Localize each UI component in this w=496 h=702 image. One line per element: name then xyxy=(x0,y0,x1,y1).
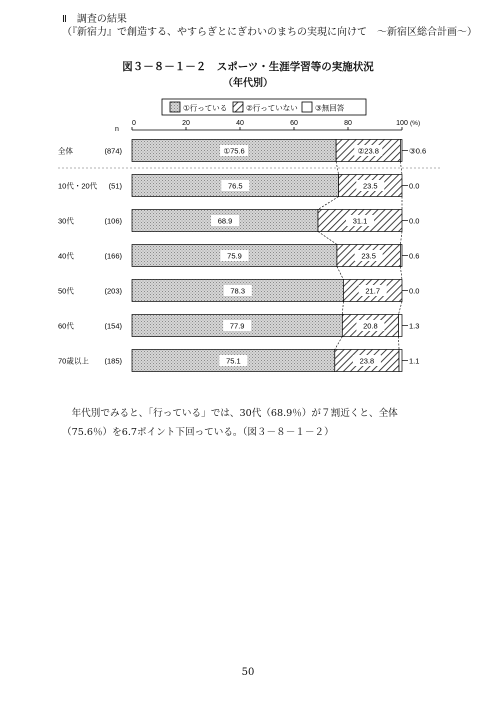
value-label-3: ③0.6 xyxy=(409,146,427,156)
legend-label-1: ①行っている xyxy=(183,103,228,113)
bar-segment-3 xyxy=(399,350,402,372)
body-text xyxy=(62,404,442,442)
connector-line xyxy=(400,267,402,280)
legend-label-2: ②行っていない xyxy=(246,103,298,113)
bars xyxy=(58,140,440,372)
value-label-1: 68.9 xyxy=(217,216,233,226)
document-subtitle: （『新宿力』で創造する、やすらぎとにぎわいのまちの実現に向けて ～新宿区総合計画～） xyxy=(62,27,477,38)
value-label-2: 23.8 xyxy=(359,356,375,366)
n-value: (51) xyxy=(108,181,122,191)
n-label: n xyxy=(115,126,119,133)
value-label-2: 23.5 xyxy=(362,181,378,191)
x-tick-label: 0 xyxy=(132,120,136,127)
chart-title: 図３－８－１－２ スポーツ・生涯学習等の実施状況 xyxy=(122,61,374,73)
bar-segment-3 xyxy=(400,140,402,162)
connector-line xyxy=(342,302,343,315)
n-value: (166) xyxy=(104,251,122,261)
value-label-1: 75.9 xyxy=(227,251,242,261)
x-tick-label: 40 xyxy=(236,120,244,127)
x-tick-label: 20 xyxy=(182,120,190,127)
value-label-2: 31.1 xyxy=(352,216,368,226)
value-label-1: 75.1 xyxy=(226,356,241,366)
connector-line xyxy=(337,267,343,280)
value-label-3: 0.0 xyxy=(409,286,420,296)
value-label-2: 20.8 xyxy=(363,321,378,331)
x-axis xyxy=(115,120,420,133)
n-value: (185) xyxy=(104,356,122,366)
legend-swatch-3 xyxy=(302,102,312,112)
page-number: 50 xyxy=(241,667,255,678)
connector-line xyxy=(318,232,337,245)
n-value: (106) xyxy=(104,216,122,226)
category-label: 全体 xyxy=(58,146,73,156)
x-tick-label: 80 xyxy=(344,120,352,127)
value-label-3: 1.3 xyxy=(409,321,420,331)
x-tick-label: 60 xyxy=(290,120,298,127)
value-label-3: 0.6 xyxy=(409,251,420,261)
connector-line xyxy=(398,337,399,350)
connector-line xyxy=(400,162,402,175)
connector-line xyxy=(335,337,343,350)
value-label-2: 21.7 xyxy=(365,286,381,296)
category-label: 30代 xyxy=(58,216,74,226)
connector-line xyxy=(398,302,402,315)
n-value: (203) xyxy=(104,286,122,296)
category-label: 60代 xyxy=(58,321,74,331)
value-label-3: 0.0 xyxy=(409,181,420,191)
value-label-3: 1.1 xyxy=(409,356,420,366)
value-label-3: 0.0 xyxy=(409,216,420,226)
connector-line xyxy=(318,197,339,210)
chart-legend xyxy=(162,99,366,115)
category-label: 40代 xyxy=(58,251,74,261)
n-value: (874) xyxy=(104,146,122,156)
category-label: 10代・20代 xyxy=(58,181,98,191)
value-label-1: 77.9 xyxy=(229,321,245,331)
bar-segment-3 xyxy=(400,245,402,267)
value-label-2: ②23.8 xyxy=(357,146,379,156)
n-value: (154) xyxy=(104,321,122,331)
body-paragraph: 年代別でみると、「行っている」では、30代（68.9％）が７割近くと、全体（75.6％）を6.7ポイント下回っている。（図３－８－１－２） xyxy=(62,408,398,438)
category-label: 50代 xyxy=(58,286,74,296)
value-label-2: 23.5 xyxy=(361,251,376,261)
x-tick-label: 100 xyxy=(396,120,408,127)
category-label: 70歳以上 xyxy=(58,356,89,366)
legend-label-3: ③無回答 xyxy=(315,103,345,113)
legend-swatch-1 xyxy=(170,102,180,112)
bar-segment-3 xyxy=(398,315,402,337)
value-label-1: ①75.6 xyxy=(223,146,245,156)
section-header: Ⅱ 調査の結果 xyxy=(62,14,127,25)
value-label-1: 78.3 xyxy=(230,286,246,296)
legend-swatch-2 xyxy=(233,102,243,112)
value-label-1: 76.5 xyxy=(227,181,243,191)
x-axis-unit: (%) xyxy=(410,120,421,127)
chart-subtitle: （年代別） xyxy=(223,78,273,89)
connector-line xyxy=(400,232,402,245)
